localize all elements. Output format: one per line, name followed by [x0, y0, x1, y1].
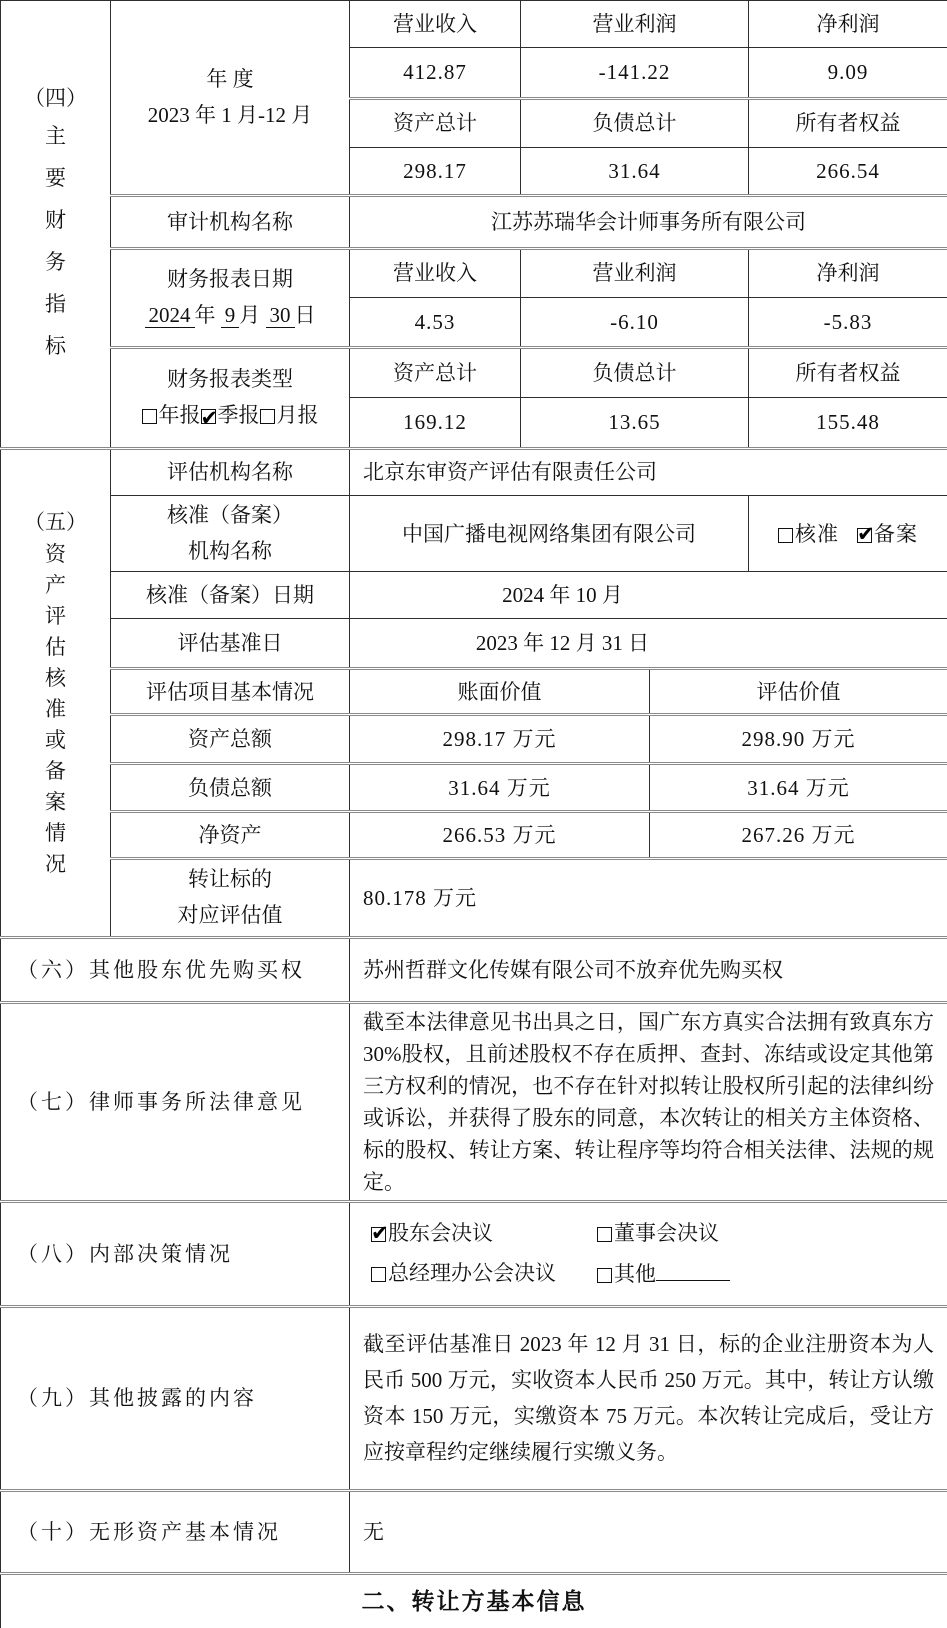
report-date-day: 30: [266, 303, 295, 328]
base-date-value: 2023 年 12 月 31 日: [363, 629, 762, 657]
section6-row: [1, 937, 947, 1002]
checkbox-board-resolution[interactable]: [597, 1227, 612, 1242]
footer-section-title: 二、转让方基本信息: [1, 1573, 947, 1628]
base-date-label: 评估基准日: [111, 619, 350, 669]
eval-item-row-assets: [1, 715, 947, 764]
annual-period-line1: 年 度: [115, 62, 345, 98]
label-quarterly-report: 季报: [218, 403, 260, 427]
report-date-year: 2024: [145, 303, 195, 328]
item-total-assets-eval: 298.90 万元: [650, 715, 947, 764]
header-total-assets-2: 资产总计: [350, 348, 521, 398]
eval-items-header-row: [1, 669, 947, 715]
checkbox-approval[interactable]: [778, 528, 793, 543]
annual-operating-revenue: 412.87: [350, 48, 521, 99]
section5-label-prefix: （五）: [1, 505, 110, 539]
report-date-day-unit: 日: [295, 303, 316, 327]
checkbox-gm-office-resolution[interactable]: [371, 1267, 386, 1282]
eval-items-header-book: 账面价值: [350, 669, 650, 715]
label-monthly-report: 月报: [277, 403, 319, 427]
label-annual-report: 年报: [159, 403, 201, 427]
section7-row: [1, 1002, 947, 1201]
annual-total-liabilities: 31.64: [521, 148, 749, 196]
approve-agency-label-line2: 机构名称: [115, 534, 345, 570]
header-total-liabilities-2: 负债总计: [521, 348, 749, 398]
label-shareholders-resolution: 股东会决议: [388, 1221, 493, 1245]
section7-label: （七）律师事务所法律意见: [1, 1002, 350, 1201]
item-net-assets-book: 266.53 万元: [350, 812, 650, 859]
annual-total-assets: 298.17: [350, 148, 521, 196]
report-date-cell: [111, 249, 350, 348]
header-total-liabilities: 负债总计: [521, 99, 749, 148]
approve-date-label: 核准（备案）日期: [111, 572, 350, 619]
item-total-assets-label: 资产总额: [111, 715, 350, 764]
section10-value: 无: [350, 1490, 947, 1573]
decision-option-shareholders: [371, 1219, 597, 1247]
section6-label: （六）其他股东优先购买权: [1, 937, 350, 1002]
approve-agency-value: 中国广播电视网络集团有限公司: [350, 496, 749, 572]
section8-value-cell: [350, 1201, 947, 1306]
target-eval-value: 80.178 万元: [350, 859, 947, 937]
audit-agency-row: [1, 196, 947, 249]
label-other: 其他: [614, 1262, 656, 1286]
target-eval-row: [1, 859, 947, 937]
decision-options: [363, 1219, 934, 1289]
eval-agency-row: [1, 449, 947, 496]
approve-date-row: [1, 572, 947, 619]
interim-balance-header-row: [1, 348, 947, 398]
label-filing: 备案: [874, 522, 918, 546]
approve-type-options: [749, 496, 947, 572]
annual-net-profit: 9.09: [749, 48, 947, 99]
annual-income-header-row: [1, 1, 947, 48]
approve-agency-label-cell: [111, 496, 350, 572]
report-date-value: [115, 298, 345, 334]
interim-net-profit: -5.83: [749, 298, 947, 348]
section4-label-cell: [1, 1, 111, 449]
footer-row: [1, 1573, 947, 1628]
report-date-label: 财务报表日期: [115, 262, 345, 298]
label-board-resolution: 董事会决议: [614, 1221, 719, 1245]
report-date-year-unit: 年: [195, 303, 216, 327]
item-net-assets-label: 净资产: [111, 812, 350, 859]
header-net-profit-2: 净利润: [749, 249, 947, 298]
section9-label: （九）其他披露的内容: [1, 1306, 350, 1490]
eval-item-row-liabilities: [1, 764, 947, 812]
audit-agency-label: 审计机构名称: [111, 196, 350, 249]
checkbox-annual-report[interactable]: [142, 409, 157, 424]
annual-owners-equity: 266.54: [749, 148, 947, 196]
approve-agency-label-line1: 核准（备案）: [115, 498, 345, 534]
section6-value: 苏州哲群文化传媒有限公司不放弃优先购买权: [350, 937, 947, 1002]
item-total-assets-book: 298.17 万元: [350, 715, 650, 764]
section8-row: [1, 1201, 947, 1306]
interim-operating-revenue: 4.53: [350, 298, 521, 348]
decision-row-2: [371, 1259, 934, 1288]
checkbox-quarterly-report[interactable]: [201, 409, 216, 424]
eval-item-row-net-assets: [1, 812, 947, 859]
target-eval-label-cell: [111, 859, 350, 937]
eval-agency-value: 北京东审资产评估有限责任公司: [350, 449, 947, 496]
section10-label: （十）无形资产基本情况: [1, 1490, 350, 1573]
section8-label: （八）内部决策情况: [1, 1201, 350, 1306]
interim-operating-profit: -6.10: [521, 298, 749, 348]
header-total-assets: 资产总计: [350, 99, 521, 148]
eval-agency-label: 评估机构名称: [111, 449, 350, 496]
annual-operating-profit: -141.22: [521, 48, 749, 99]
base-date-value-cell: [350, 619, 947, 669]
item-total-liabilities-book: 31.64 万元: [350, 764, 650, 812]
report-type-label: 财务报表类型: [115, 362, 345, 398]
section9-row: [1, 1306, 947, 1490]
audit-agency-value: 江苏苏瑞华会计师事务所有限公司: [350, 196, 947, 249]
approve-date-value-cell: [350, 572, 947, 619]
header-owners-equity: 所有者权益: [749, 99, 947, 148]
checkbox-shareholders-resolution[interactable]: [371, 1227, 386, 1242]
section5-label-vertical: 资产评估核准或备案情况: [44, 539, 67, 880]
header-operating-revenue: 营业收入: [350, 1, 521, 48]
interim-total-assets: 169.12: [350, 398, 521, 449]
section9-value: 截至评估基准日 2023 年 12 月 31 日，标的企业注册资本为人民币 500 万元，实收资本人民币 250 万元。其中，转让方认缴资本 150 万元，实缴资本 75 万元。本次转让完成后，受让方应按章程约定继续履行实缴义务。: [350, 1306, 947, 1490]
report-type-options: [115, 398, 345, 434]
section4-label-vertical: 主要财务指标: [44, 115, 67, 367]
header-owners-equity-2: 所有者权益: [749, 348, 947, 398]
item-total-liabilities-eval: 31.64 万元: [650, 764, 947, 812]
label-gm-office-resolution: 总经理办公会决议: [388, 1261, 556, 1285]
header-operating-profit: 营业利润: [521, 1, 749, 48]
section7-value: 截至本法律意见书出具之日，国广东方真实合法拥有致真东方 30%股权，且前述股权不存在质押、查封、冻结或设定其他第三方权利的情况，也不存在针对拟转让股权所引起的法律纠纷或诉讼，并获得了股东的同意，本次转让的相关方主体资格、标的股权、转让方案、转让程序等均符合相关法律、法规的规定。: [350, 1002, 947, 1201]
checkbox-filing[interactable]: [857, 528, 872, 543]
eval-items-header-label: 评估项目基本情况: [111, 669, 350, 715]
label-approval: 核准: [795, 522, 839, 546]
base-date-row: [1, 619, 947, 669]
decision-option-gm-office: [371, 1259, 597, 1288]
section10-row: [1, 1490, 947, 1573]
header-net-profit: 净利润: [749, 1, 947, 48]
section4-label-prefix: （四）: [1, 81, 110, 115]
decision-option-other: [597, 1259, 730, 1288]
header-operating-profit-2: 营业利润: [521, 249, 749, 298]
item-total-liabilities-label: 负债总额: [111, 764, 350, 812]
interim-owners-equity: 155.48: [749, 398, 947, 449]
eval-items-header-eval: 评估价值: [650, 669, 947, 715]
target-eval-label-line2: 对应评估值: [115, 898, 345, 934]
checkbox-monthly-report[interactable]: [260, 409, 275, 424]
checkbox-other[interactable]: [597, 1268, 612, 1283]
decision-option-board: [597, 1219, 719, 1247]
report-type-cell: [111, 348, 350, 449]
other-blank-line: [656, 1259, 730, 1281]
section5-label-cell: [1, 449, 111, 938]
approve-agency-row: [1, 496, 947, 572]
interim-total-liabilities: 13.65: [521, 398, 749, 449]
decision-row-1: [371, 1219, 934, 1247]
report-date-month-unit: 月: [239, 303, 260, 327]
target-eval-label-line1: 转让标的: [115, 862, 345, 898]
item-net-assets-eval: 267.26 万元: [650, 812, 947, 859]
header-operating-revenue-2: 营业收入: [350, 249, 521, 298]
report-date-month: 9: [221, 303, 240, 328]
annual-period-cell: [111, 1, 350, 196]
approve-date-value: 2024 年 10 月: [363, 581, 762, 609]
interim-income-header-row: [1, 249, 947, 298]
annual-period-line2: 2023 年 1 月-12 月: [115, 98, 345, 134]
